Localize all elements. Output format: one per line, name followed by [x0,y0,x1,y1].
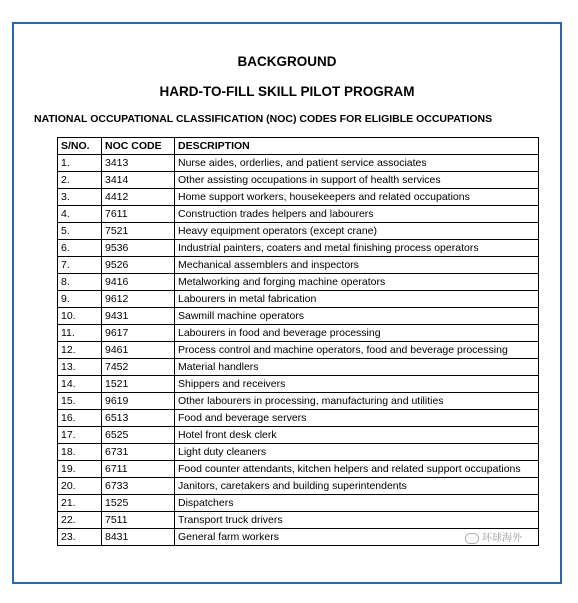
table-row [58,410,539,427]
cell-sno: 14. [58,376,102,393]
cell-sno: 20. [58,478,102,495]
table-row [58,308,539,325]
table-row [58,274,539,291]
cell-description: Food counter attendants, kitchen helpers and related support occupations [175,461,539,478]
cell-noc-code: 6525 [102,427,175,444]
cell-noc-code: 8431 [102,529,175,546]
table-row [58,240,539,257]
heading: BACKGROUND [237,54,337,69]
cell-description: Process control and machine operators, food and beverage processing [175,342,539,359]
cell-sno: 17. [58,427,102,444]
cell-noc-code: 6513 [102,410,175,427]
cell-description: Shippers and receivers [175,376,539,393]
cell-noc-code: 6733 [102,478,175,495]
cell-sno: 1. [58,155,102,172]
cell-description: General farm workers [175,529,539,546]
table-row [58,155,539,172]
cell-noc-code: 7452 [102,359,175,376]
watermark-text: 环球海外 [482,533,522,544]
table-row [58,376,539,393]
cell-noc-code: 9617 [102,325,175,342]
table-row [58,342,539,359]
cell-sno: 5. [58,223,102,240]
watermark [465,529,522,544]
table-row [58,291,539,308]
cell-noc-code: 9536 [102,240,175,257]
cell-description: Food and beverage servers [175,410,539,427]
table-row [58,427,539,444]
cell-sno: 7. [58,257,102,274]
table-row [58,223,539,240]
cell-description: Sawmill machine operators [175,308,539,325]
table-row [58,512,539,529]
cell-description: Transport truck drivers [175,512,539,529]
table-row [58,172,539,189]
header-sno: S/NO. [58,138,102,155]
cell-sno: 22. [58,512,102,529]
cell-description: Material handlers [175,359,539,376]
cell-description: Heavy equipment operators (except crane) [175,223,539,240]
cell-description: Hotel front desk clerk [175,427,539,444]
cell-description: Labourers in metal fabrication [175,291,539,308]
cell-description: Mechanical assemblers and inspectors [175,257,539,274]
cell-noc-code: 6711 [102,461,175,478]
cell-description: Light duty cleaners [175,444,539,461]
subheading: NATIONAL OCCUPATIONAL CLASSIFICATION (NOC) CODES FOR ELIGIBLE OCCUPATIONS [34,113,493,125]
cell-description: Home support workers, housekeepers and related occupations [175,189,539,206]
cell-noc-code: 3414 [102,172,175,189]
cell-sno: 18. [58,444,102,461]
cell-noc-code: 9612 [102,291,175,308]
cell-sno: 4. [58,206,102,223]
cell-noc-code: 7521 [102,223,175,240]
cell-description: Construction trades helpers and labourers [175,206,539,223]
cell-sno: 21. [58,495,102,512]
header-noc-code: NOC CODE [102,138,175,155]
cell-noc-code: 9619 [102,393,175,410]
cell-description: Dispatchers [175,495,539,512]
cell-description: Janitors, caretakers and building superintendents [175,478,539,495]
cell-description: Other labourers in processing, manufacturing and utilities [175,393,539,410]
cell-sno: 6. [58,240,102,257]
table-row [58,461,539,478]
cell-noc-code: 9431 [102,308,175,325]
cell-noc-code: 9416 [102,274,175,291]
cell-noc-code: 9526 [102,257,175,274]
cell-description: Nurse aides, orderlies, and patient service associates [175,155,539,172]
table-row [58,393,539,410]
cell-sno: 10. [58,308,102,325]
table-row [58,257,539,274]
cell-description: Other assisting occupations in support of health services [175,172,539,189]
cell-sno: 12. [58,342,102,359]
cell-sno: 23. [58,529,102,546]
cell-noc-code: 3413 [102,155,175,172]
table-row [58,478,539,495]
noc-table [57,137,539,546]
cell-sno: 3. [58,189,102,206]
cell-sno: 16. [58,410,102,427]
cell-noc-code: 7511 [102,512,175,529]
cell-sno: 9. [58,291,102,308]
cell-noc-code: 4412 [102,189,175,206]
cell-noc-code: 1521 [102,376,175,393]
cell-noc-code: 6731 [102,444,175,461]
table-row [58,189,539,206]
table-row [58,495,539,512]
document-frame [12,22,562,584]
cell-description: Metalworking and forging machine operators [175,274,539,291]
table-header-row [58,138,539,155]
cell-sno: 13. [58,359,102,376]
cell-description: Labourers in food and beverage processing [175,325,539,342]
cell-noc-code: 7611 [102,206,175,223]
cell-description: Industrial painters, coaters and metal finishing process operators [175,240,539,257]
wechat-icon [465,533,479,544]
header-description: DESCRIPTION [175,138,539,155]
table-row [58,444,539,461]
program-title: HARD-TO-FILL SKILL PILOT PROGRAM [159,84,415,99]
cell-sno: 8. [58,274,102,291]
cell-noc-code: 1525 [102,495,175,512]
cell-noc-code: 9461 [102,342,175,359]
cell-sno: 2. [58,172,102,189]
table-row [58,325,539,342]
table-row [58,359,539,376]
cell-sno: 11. [58,325,102,342]
cell-sno: 19. [58,461,102,478]
cell-sno: 15. [58,393,102,410]
table-row [58,206,539,223]
